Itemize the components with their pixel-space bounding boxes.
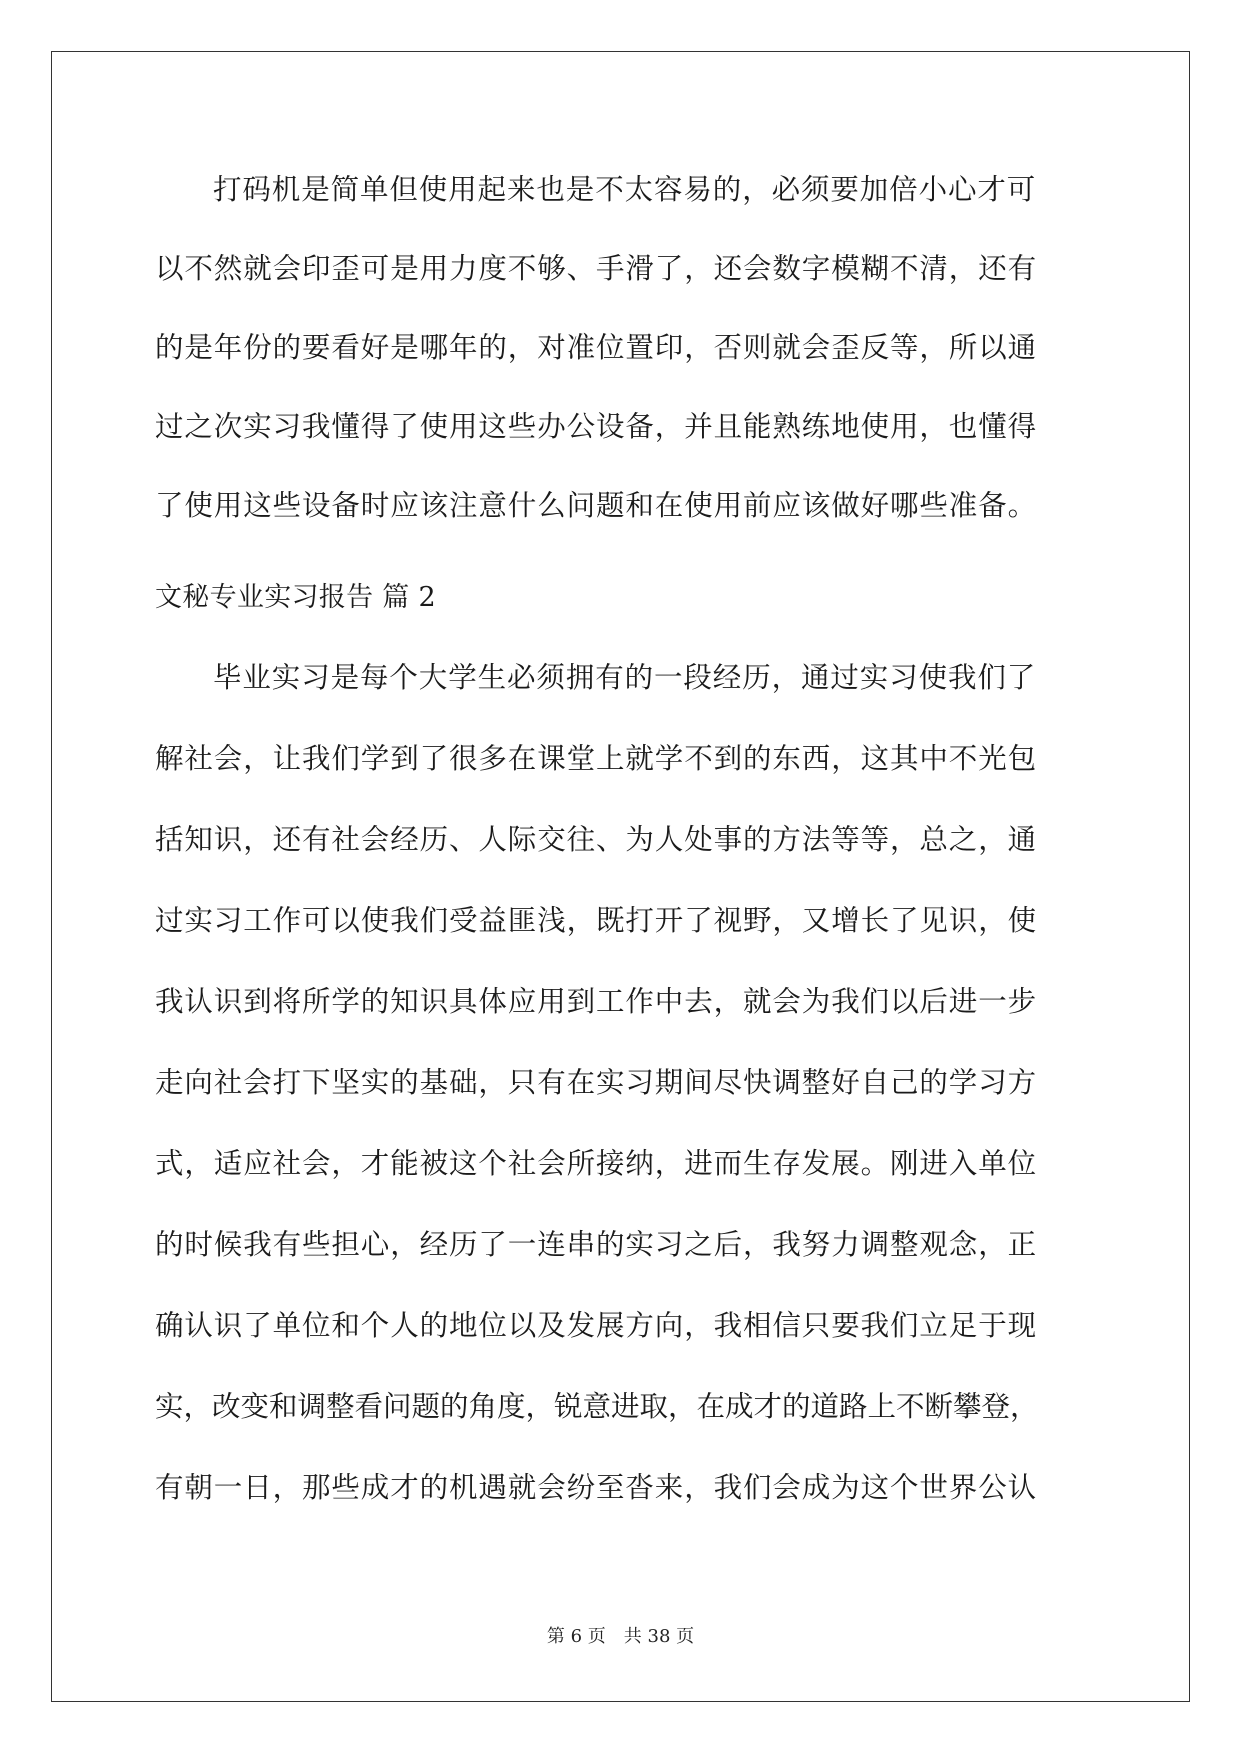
text-line: 式，适应社会，才能被这个社会所接纳，进而生存发展。刚进入单位 bbox=[155, 1147, 1038, 1180]
page-number-footer: 第 6 页 共 38 页 bbox=[546, 1626, 695, 1647]
text-line: 了使用这些设备时应该注意什么问题和在使用前应该做好哪些准备。 bbox=[155, 489, 1038, 522]
page-border bbox=[51, 51, 1190, 1702]
text-line: 的时候我有些担心，经历了一连串的实习之后，我努力调整观念，正 bbox=[155, 1228, 1038, 1261]
text-line: 解社会，让我们学到了很多在课堂上就学不到的东西，这其中不光包 bbox=[155, 742, 1038, 775]
text-line: 毕业实习是每个大学生必须拥有的一段经历，通过实习使我们了 bbox=[213, 661, 1037, 694]
text-line: 实，改变和调整看问题的角度，锐意进取，在成才的道路上不断攀登， bbox=[155, 1390, 1039, 1423]
text-line: 过之次实习我懂得了使用这些办公设备，并且能熟练地使用，也懂得 bbox=[155, 410, 1038, 443]
text-line: 打码机是简单但使用起来也是不太容易的，必须要加倍小心才可 bbox=[213, 173, 1037, 206]
text-line: 有朝一日，那些成才的机遇就会纷至沓来，我们会成为这个世界公认 bbox=[155, 1471, 1038, 1504]
text-line: 过实习工作可以使我们受益匪浅，既打开了视野，又增长了见识，使 bbox=[155, 904, 1038, 937]
text-line: 的是年份的要看好是哪年的，对准位置印，否则就会歪反等，所以通 bbox=[155, 331, 1038, 364]
text-line: 以不然就会印歪可是用力度不够、手滑了，还会数字模糊不清，还有 bbox=[155, 252, 1038, 285]
section-heading: 文秘专业实习报告 篇 2 bbox=[155, 582, 436, 613]
text-line: 确认识了单位和个人的地位以及发展方向，我相信只要我们立足于现 bbox=[155, 1309, 1038, 1342]
text-line: 括知识，还有社会经历、人际交往、为人处事的方法等等，总之，通 bbox=[155, 823, 1038, 856]
text-line: 走向社会打下坚实的基础，只有在实习期间尽快调整好自己的学习方 bbox=[155, 1066, 1038, 1099]
text-line: 我认识到将所学的知识具体应用到工作中去，就会为我们以后进一步 bbox=[155, 985, 1038, 1018]
